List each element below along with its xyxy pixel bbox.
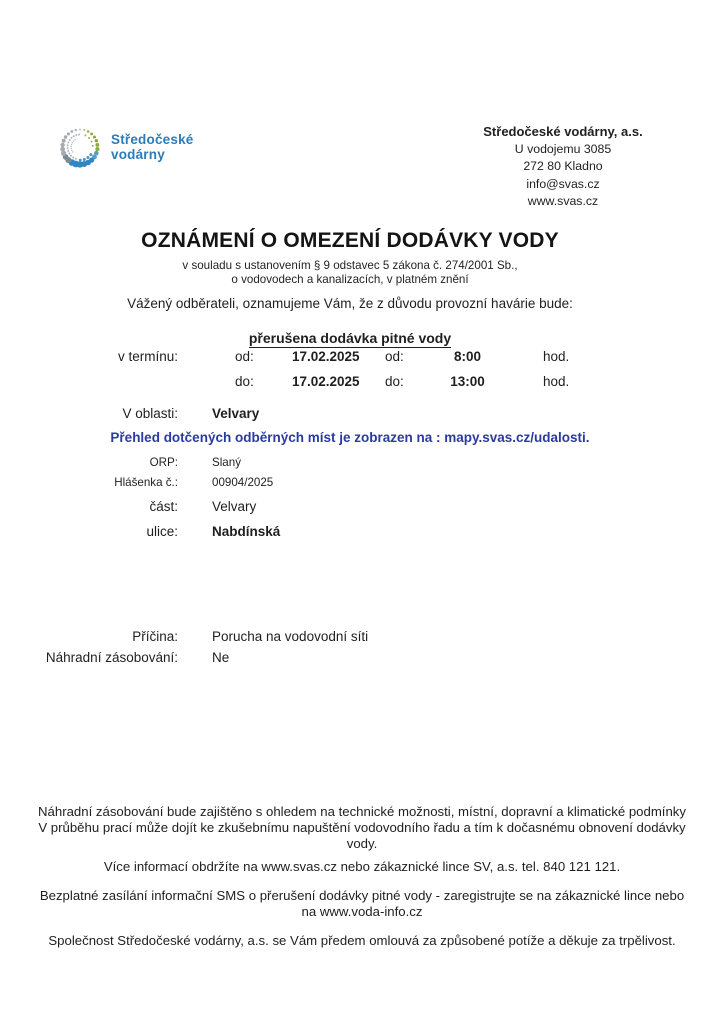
company-logo-icon	[57, 121, 105, 173]
time-from-label: od:	[385, 349, 404, 364]
schedule-row-to	[0, 374, 724, 394]
time-to-unit: hod.	[543, 374, 570, 389]
company-logo	[57, 121, 194, 173]
map-notice-link: Přehled dotčených odběrných míst je zobrazen na : mapy.svas.cz/udalosti.	[110, 430, 590, 445]
street-label: ulice:	[146, 524, 178, 539]
time-to-label: do:	[385, 374, 404, 389]
interruption-heading: přerušena dodávka pitné vody	[248, 330, 452, 346]
footer-line: Bezplatné zasílání informační SMS o přerušení dodávky pitné vody - zaregistrujte se na zákaznické lince nebo	[39, 888, 685, 903]
legal-line2: o vodovodech a kanalizacích, v platném znění	[231, 273, 469, 286]
notice-header	[0, 229, 700, 311]
cause-value: Porucha na vodovodní síti	[212, 629, 369, 644]
legal-line1: v souladu s ustanovením § 9 odstavec 5 zákona č. 274/2001 Sb.,	[182, 259, 518, 272]
footer-line: vody.	[346, 836, 378, 851]
schedule-row-from	[0, 349, 724, 369]
company-street: U vodojemu 3085	[514, 141, 612, 156]
interruption-heading-row	[0, 330, 700, 348]
logo-text-line1: Středočeské	[111, 132, 194, 147]
logo-text-line2: vodárny	[111, 147, 165, 162]
time-to-value: 13:00	[450, 374, 485, 389]
report-number-label: Hlášenka č.:	[114, 476, 178, 489]
orp-value: Slaný	[212, 456, 242, 469]
substitute-supply-label: Náhradní zásobování:	[45, 650, 178, 665]
company-name: Středočeské vodárny, a.s.	[483, 124, 643, 139]
date-from-value: 17.02.2025	[292, 349, 360, 364]
footer-line: Více informací obdržíte na www.svas.cz nebo zákaznické lince SV, a.s. tel. 840 121 121.	[103, 859, 621, 874]
part-label: část:	[149, 499, 178, 514]
date-to-value: 17.02.2025	[292, 374, 360, 389]
footer-line: Společnost Středočeské vodárny, a.s. se Vám předem omlouvá za způsobené potíže a děkuje za trpělivost.	[48, 933, 676, 948]
company-address-block	[463, 123, 663, 211]
report-number-value: 00904/2025	[212, 476, 274, 489]
time-from-unit: hod.	[543, 349, 570, 364]
substitute-supply-value: Ne	[212, 650, 230, 665]
footer-notes	[30, 804, 694, 949]
part-value: Velvary	[212, 499, 257, 514]
area-value: Velvary	[212, 406, 260, 421]
footer-line: na www.voda-info.cz	[301, 904, 423, 919]
page-title: OZNÁMENÍ O OMEZENÍ DODÁVKY VODY	[141, 229, 559, 252]
legal-reference	[0, 259, 700, 287]
area-label: V oblasti:	[122, 406, 178, 421]
date-to-label: do:	[235, 374, 254, 389]
orp-label: ORP:	[149, 456, 178, 469]
time-from-value: 8:00	[453, 349, 482, 364]
company-logo-text	[111, 132, 194, 162]
footer-line: V průběhu prací může dojít ke zkušebnímu napuštění vodovodního řadu a tím k dočasnému obnovení dodávky	[38, 820, 686, 835]
street-value: Nabdínská	[212, 524, 281, 539]
company-email: info@svas.cz	[526, 176, 600, 191]
footer-line: Náhradní zásobování bude zajištěno s ohledem na technické možnosti, místní, dopravní a klimatické podmínky	[38, 804, 686, 819]
company-city: 272 80 Kladno	[523, 159, 603, 173]
term-label: v termínu:	[117, 349, 178, 364]
company-website: www.svas.cz	[527, 194, 599, 208]
cause-label: Příčina:	[132, 629, 178, 644]
greeting-line: Vážený odběrateli, oznamujeme Vám, že z důvodu provozní havárie bude:	[127, 296, 573, 311]
date-from-label: od:	[235, 349, 254, 364]
